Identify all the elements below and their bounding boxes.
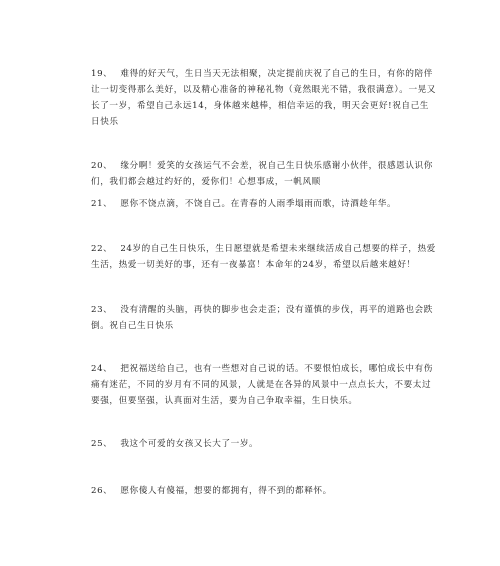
item-text: 愿你不饶点滴，不饶自己。在青春的人雨季塌雨而歌，诗酒趁年华。: [120, 199, 397, 209]
item-text: 没有清醒的头脑，再快的脚步也会走歪；没有谨慎的步伐，再平的道路也会跌倒。祝自己生日快乐: [91, 305, 433, 331]
item-text: 愿你傻人有傻福，想要的都拥有，得不到的都释怀。: [120, 486, 332, 496]
list-item: [91, 158, 437, 190]
item-number: 23、: [91, 305, 113, 315]
item-text: 把祝福送给自己，也有一些想对自己说的话。不要恨怕成长，哪怕成长中有伤痛有迷茫，不同的岁月有不同的风景，人就是在各异的风景中一点点长大，不要太过要强，但要坚强，认真面对生活，要为自己争取幸福，生日快乐。: [91, 364, 433, 406]
list-item: [91, 302, 437, 334]
item-number: 22、: [91, 244, 113, 254]
list-item: [91, 196, 437, 212]
item-number: 19、: [91, 69, 113, 79]
item-number: 25、: [91, 439, 113, 449]
list-item: [91, 241, 437, 273]
item-text: 难得的好天气，生日当天无法相聚，决定提前庆祝了自己的生日，有你的陪伴让一切变得那么美好，以及精心准备的神秘礼物（竟然眼光不错，我很满意）。一晃又长了一岁，希望自己永远14，身体越来越棒，相信幸运的我，明天会更好!祝自己生日快乐: [91, 69, 437, 127]
list-item: [91, 483, 437, 499]
list-item: [91, 66, 437, 130]
list-item: [91, 361, 437, 409]
item-number: 26、: [91, 486, 113, 496]
item-number: 21、: [91, 199, 113, 209]
item-text: 24岁的自己生日快乐，生日愿望就是希望未来继续活成自己想要的样子，热爱生活，热爱一切美好的事，还有一夜暴富！本命年的24岁，希望以后越来越好！: [91, 244, 436, 270]
item-number: 24、: [91, 364, 113, 374]
item-text: 我这个可爱的女孩又长大了一岁。: [120, 439, 259, 449]
item-number: 20、: [91, 161, 113, 171]
item-text: 缘分啊！爱笑的女孩运气不会差，祝自己生日快乐感谢小伙伴，很感恩认识你们，我们都会越过约好的，爱你们！心想事成，一帆风顺: [91, 161, 433, 187]
list-item: [91, 436, 437, 452]
